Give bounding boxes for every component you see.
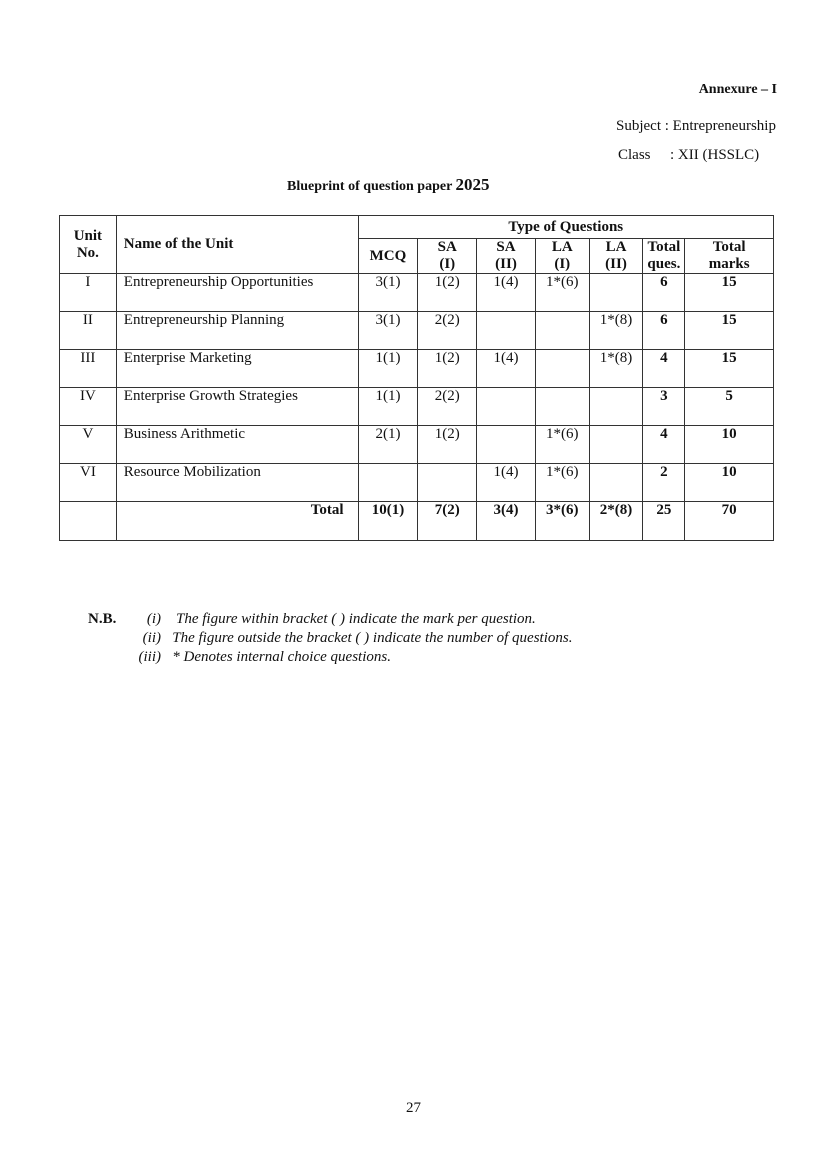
total-ques-cell: 6 <box>643 274 685 312</box>
sa1-cell: 1(2) <box>418 426 477 464</box>
col-header-total-ques: Total ques. <box>643 239 685 274</box>
total-ques-cell: 3 <box>643 388 685 426</box>
note-number: (i) <box>146 611 161 627</box>
unit-no-header <box>60 216 117 274</box>
la1-cell <box>535 350 589 388</box>
table-row <box>60 312 774 350</box>
col-header-mcq: MCQ <box>358 239 418 274</box>
unit-name-cell: Entrepreneurship Planning <box>116 312 358 350</box>
note-text: * Denotes internal choice questions. <box>172 649 391 665</box>
total-row <box>60 502 774 541</box>
total-mcq-cell: 10(1) <box>358 502 418 541</box>
note-number: (iii) <box>138 649 161 665</box>
total-la2-cell: 2*(8) <box>589 502 643 541</box>
sa2-cell: 1(4) <box>477 464 536 502</box>
table-header-row <box>60 216 774 239</box>
unit-no-cell: I <box>60 274 117 312</box>
table-row <box>60 464 774 502</box>
table-row <box>60 426 774 464</box>
col-header-sa2: SA (II) <box>477 239 536 274</box>
class-line <box>618 147 759 164</box>
note-text: The figure within bracket ( ) indicate the mark per question. <box>176 611 536 627</box>
unit-name-cell: Entrepreneurship Opportunities <box>116 274 358 312</box>
mcq-cell: 3(1) <box>358 312 418 350</box>
total-marks-cell: 15 <box>685 350 774 388</box>
sa1-cell: 1(2) <box>418 350 477 388</box>
annexure-label: Annexure – I <box>698 82 777 97</box>
title-text: Blueprint of question paper <box>287 179 453 194</box>
sa2-cell: 1(4) <box>477 274 536 312</box>
table-row <box>60 350 774 388</box>
mcq-cell: 1(1) <box>358 388 418 426</box>
la1-cell: 1*(6) <box>535 274 589 312</box>
col-header-total-marks: Total marks <box>685 239 774 274</box>
total-label: Total <box>116 502 358 541</box>
la1-cell: 1*(6) <box>535 464 589 502</box>
sa2-cell <box>477 312 536 350</box>
note-number: (ii) <box>142 630 161 646</box>
type-of-questions-header: Type of Questions <box>358 216 773 239</box>
unit-name-cell: Enterprise Marketing <box>116 350 358 388</box>
la2-cell: 1*(8) <box>589 350 643 388</box>
la1-cell <box>535 388 589 426</box>
mcq-cell <box>358 464 418 502</box>
col-header-la2: LA (II) <box>589 239 643 274</box>
total-marks-cell: 10 <box>685 464 774 502</box>
total-la1-cell: 3*(6) <box>535 502 589 541</box>
sa1-cell: 2(2) <box>418 312 477 350</box>
mcq-cell: 3(1) <box>358 274 418 312</box>
unit-no-cell: IV <box>60 388 117 426</box>
title-year: 2025 <box>455 175 490 194</box>
sa1-cell: 1(2) <box>418 274 477 312</box>
total-ques-cell: 2 <box>643 464 685 502</box>
la2-cell <box>589 274 643 312</box>
la2-cell <box>589 464 643 502</box>
unit-header-line1: Unit <box>73 227 103 244</box>
unit-name-cell: Business Arithmetic <box>116 426 358 464</box>
grand-total-marks-cell: 70 <box>685 502 774 541</box>
total-ques-cell: 4 <box>643 426 685 464</box>
col-header-la1: LA (I) <box>535 239 589 274</box>
la1-cell: 1*(6) <box>535 426 589 464</box>
note-item <box>136 649 391 666</box>
mcq-cell: 2(1) <box>358 426 418 464</box>
unit-name-cell: Resource Mobilization <box>116 464 358 502</box>
col-header-sa1: SA (I) <box>418 239 477 274</box>
sa2-cell: 1(4) <box>477 350 536 388</box>
grand-total-ques-cell: 25 <box>643 502 685 541</box>
sa1-cell <box>418 464 477 502</box>
note-item <box>145 611 536 628</box>
la2-cell <box>589 426 643 464</box>
page-title <box>287 175 490 195</box>
total-sa2-cell: 3(4) <box>477 502 536 541</box>
unit-name-header: Name of the Unit <box>116 216 358 274</box>
sa1-cell: 2(2) <box>418 388 477 426</box>
la2-cell <box>589 388 643 426</box>
notes-label: N.B. <box>88 611 117 627</box>
class-value: : XII (HSSLC) <box>670 147 760 163</box>
la2-cell: 1*(8) <box>589 312 643 350</box>
total-marks-cell: 5 <box>685 388 774 426</box>
page-number: 27 <box>406 1100 421 1116</box>
sa2-cell <box>477 426 536 464</box>
unit-name-cell: Enterprise Growth Strategies <box>116 388 358 426</box>
sa2-cell <box>477 388 536 426</box>
blueprint-table <box>59 215 774 541</box>
class-label: Class <box>618 147 651 163</box>
unit-no-cell: V <box>60 426 117 464</box>
unit-no-cell: III <box>60 350 117 388</box>
table-row <box>60 388 774 426</box>
total-marks-cell: 15 <box>685 274 774 312</box>
total-marks-cell: 10 <box>685 426 774 464</box>
table-row <box>60 274 774 312</box>
total-ques-cell: 4 <box>643 350 685 388</box>
mcq-cell: 1(1) <box>358 350 418 388</box>
unit-no-cell: II <box>60 312 117 350</box>
total-marks-cell: 15 <box>685 312 774 350</box>
subject-line: Subject : Entrepreneurship <box>616 118 776 134</box>
la1-cell <box>535 312 589 350</box>
total-blank-cell <box>60 502 117 541</box>
unit-header-line2: No. <box>76 244 99 261</box>
total-ques-cell: 6 <box>643 312 685 350</box>
unit-no-cell: VI <box>60 464 117 502</box>
note-item <box>141 630 572 647</box>
total-sa1-cell: 7(2) <box>418 502 477 541</box>
note-text: The figure outside the bracket ( ) indicate the number of questions. <box>172 630 573 646</box>
